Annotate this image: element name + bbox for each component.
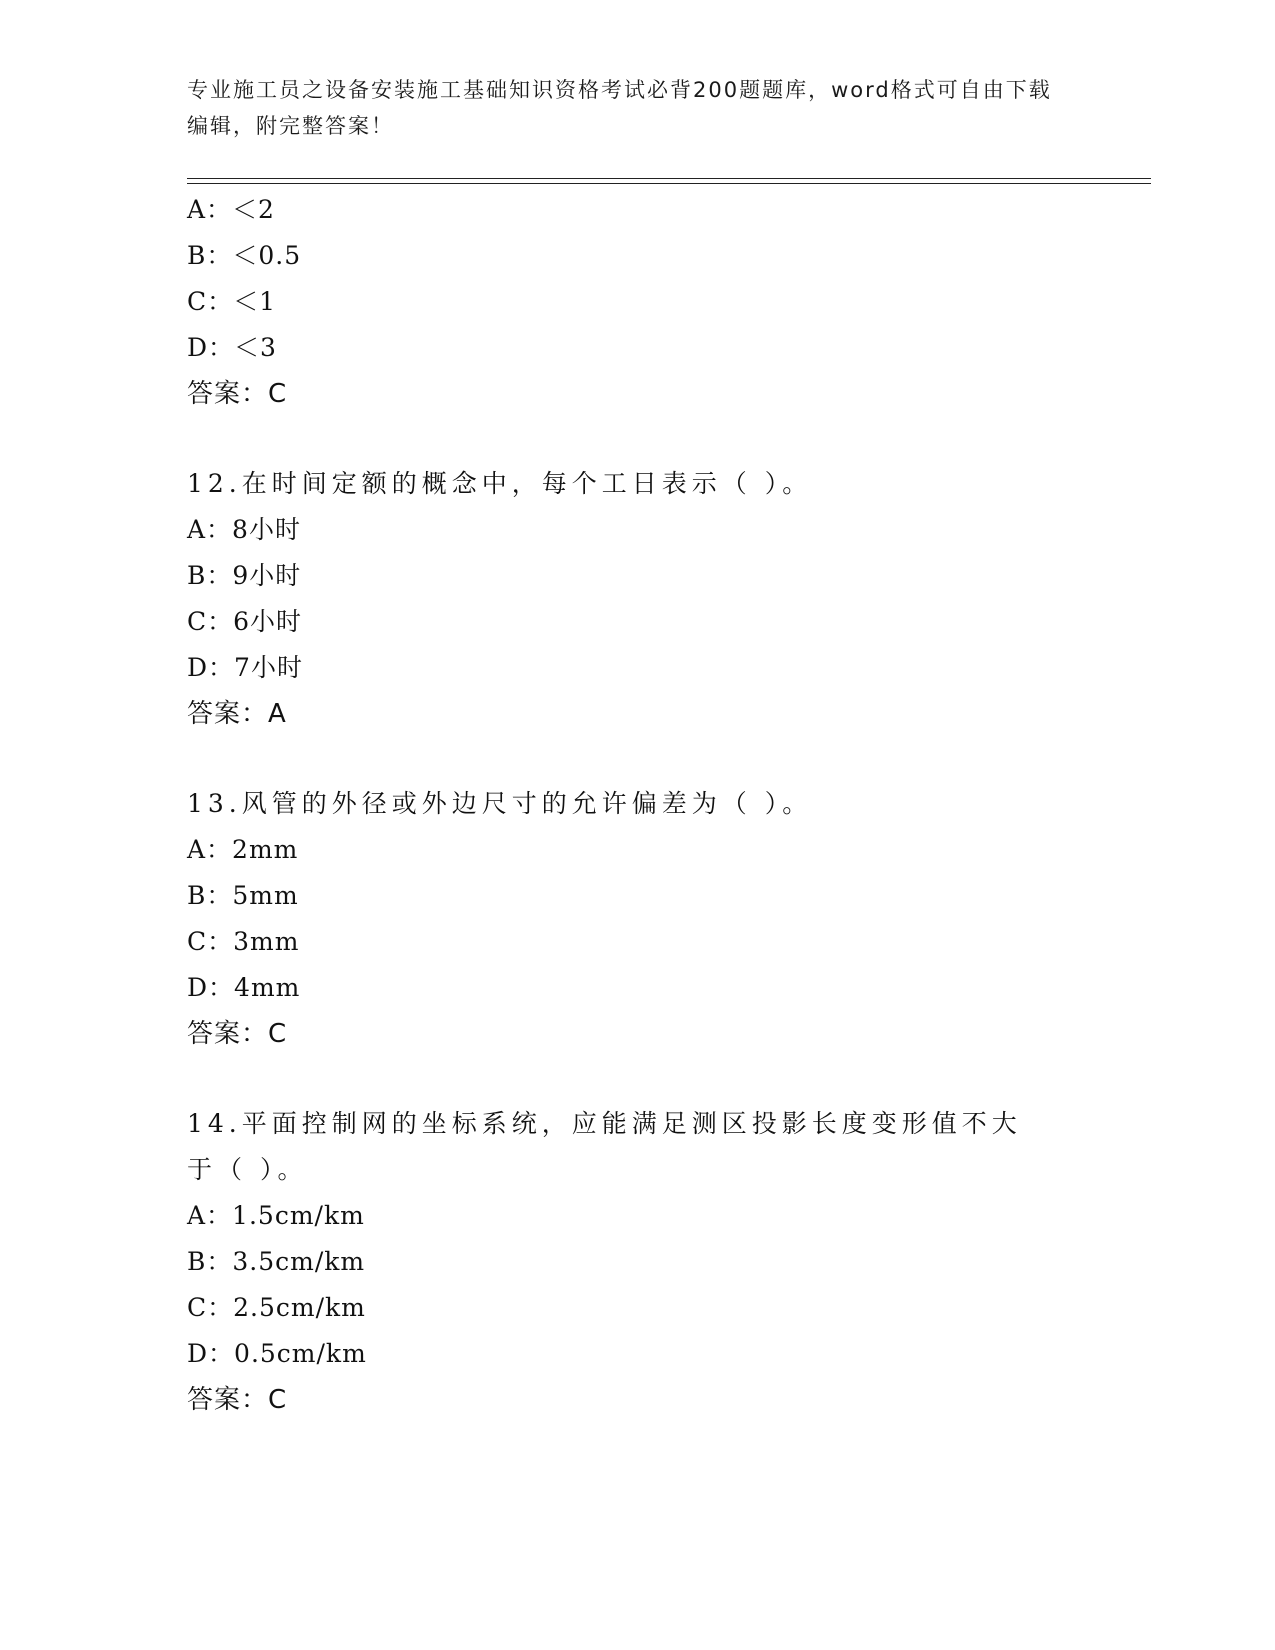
question-block-13 [187, 781, 1087, 1057]
question-text: 14.平面控制网的坐标系统，应能满足测区投影长度变形值不大于（ ）。 [187, 1109, 1022, 1184]
question-text: 12.在时间定额的概念中，每个工日表示（ ）。 [187, 469, 813, 498]
answer-line: 答案：C [187, 1385, 288, 1415]
answer-line: 答案：C [187, 379, 288, 409]
option-c: C：2.5cm/km [187, 1293, 366, 1322]
option-a: A：2mm [187, 835, 299, 864]
option-d: D：＜3 [187, 333, 277, 362]
answer-line: 答案：A [187, 699, 287, 729]
option-d: D：0.5cm/km [187, 1339, 367, 1368]
option-b: B：9小时 [187, 561, 302, 590]
option-b: B：3.5cm/km [187, 1247, 366, 1276]
option-d: D：4mm [187, 973, 301, 1002]
document-header: 专业施工员之设备安装施工基础知识资格考试必背200题题库，word格式可自由下载编辑，附完整答案！ [187, 78, 1052, 138]
option-c: C：3mm [187, 927, 300, 956]
question-block-14 [187, 1101, 1087, 1423]
question-block-12 [187, 461, 1087, 737]
option-b: B：＜0.5 [187, 241, 302, 270]
question-list [187, 187, 1087, 1423]
option-b: B：5mm [187, 881, 299, 910]
option-a: A：＜2 [187, 195, 275, 224]
option-a: A：1.5cm/km [187, 1201, 365, 1230]
header-rule-top [187, 178, 1151, 179]
question-block-prev [187, 187, 1087, 417]
answer-line: 答案：C [187, 1019, 288, 1049]
option-a: A：8小时 [187, 515, 301, 544]
question-text: 13.风管的外径或外边尺寸的允许偏差为（ ）。 [187, 789, 813, 818]
option-c: C：＜1 [187, 287, 277, 316]
header-rule-bottom [187, 183, 1151, 184]
option-d: D：7小时 [187, 653, 303, 682]
option-c: C：6小时 [187, 607, 303, 636]
